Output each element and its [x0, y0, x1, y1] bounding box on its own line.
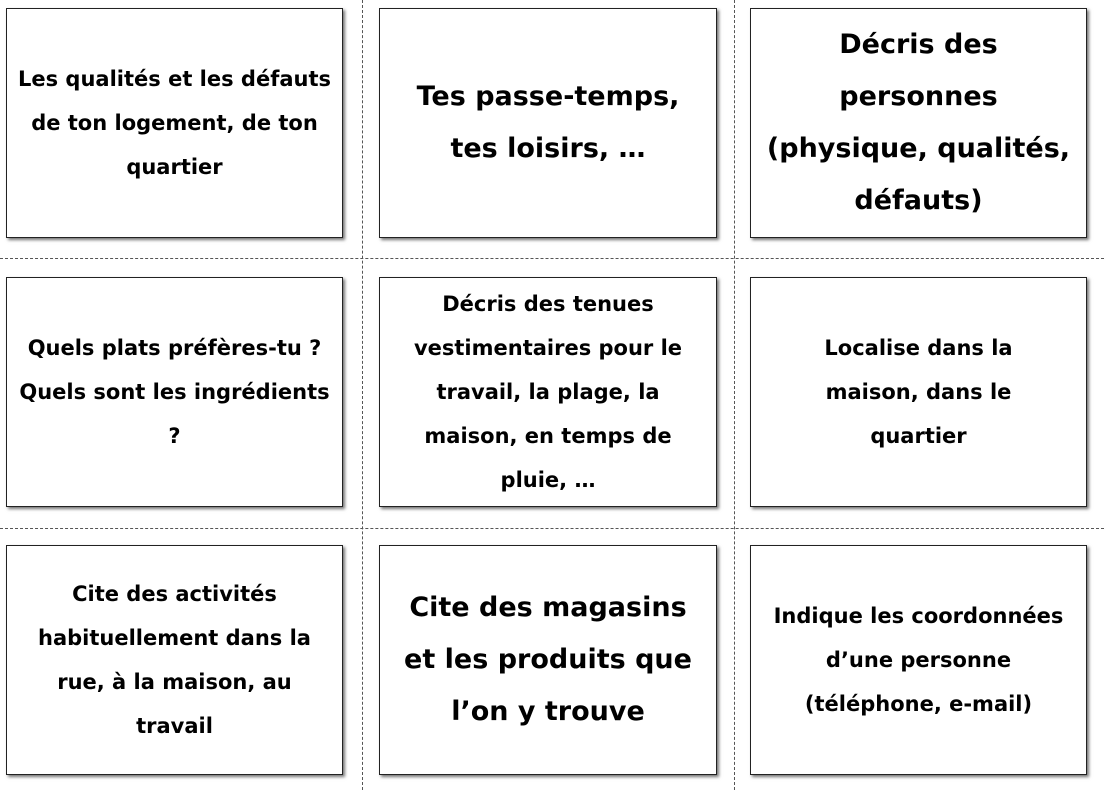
card-text: Localise dans la maison, dans le quartier	[824, 336, 1013, 448]
card-text: Décris des personnes (physique, qualités, défauts)	[766, 29, 1071, 216]
horizontal-cut-line-2	[0, 528, 1104, 529]
card-locate[interactable]	[750, 277, 1087, 507]
card-text: Quels plats préfères-tu ? Quels sont les ingrédients ?	[19, 336, 330, 448]
card-text: Décris des tenues vestimentaires pour le travail, la plage, la maison, en temps de pluie, …	[413, 292, 683, 492]
card-food[interactable]	[6, 277, 343, 507]
vertical-cut-line-2	[734, 0, 735, 790]
card-activities[interactable]	[6, 545, 343, 775]
horizontal-cut-line-1	[0, 258, 1104, 259]
card-text: Cite des magasins et les produits que l’on y trouve	[404, 592, 692, 727]
card-text: Les qualités et les défauts de ton logement, de ton quartier	[18, 67, 331, 179]
card-text: Indique les coordonnées d’une personne (téléphone, e-mail)	[773, 604, 1064, 716]
card-describe-people[interactable]	[750, 8, 1087, 238]
vertical-cut-line-1	[362, 0, 363, 790]
card-text: Cite des activités habituellement dans la rue, à la maison, au travail	[38, 582, 311, 738]
card-housing[interactable]	[6, 8, 343, 238]
card-text: Tes passe-temps, tes loisirs, …	[416, 81, 680, 164]
card-contact[interactable]	[750, 545, 1087, 775]
card-shops[interactable]	[379, 545, 717, 775]
card-clothing[interactable]	[379, 277, 717, 507]
card-hobbies[interactable]	[379, 8, 717, 238]
